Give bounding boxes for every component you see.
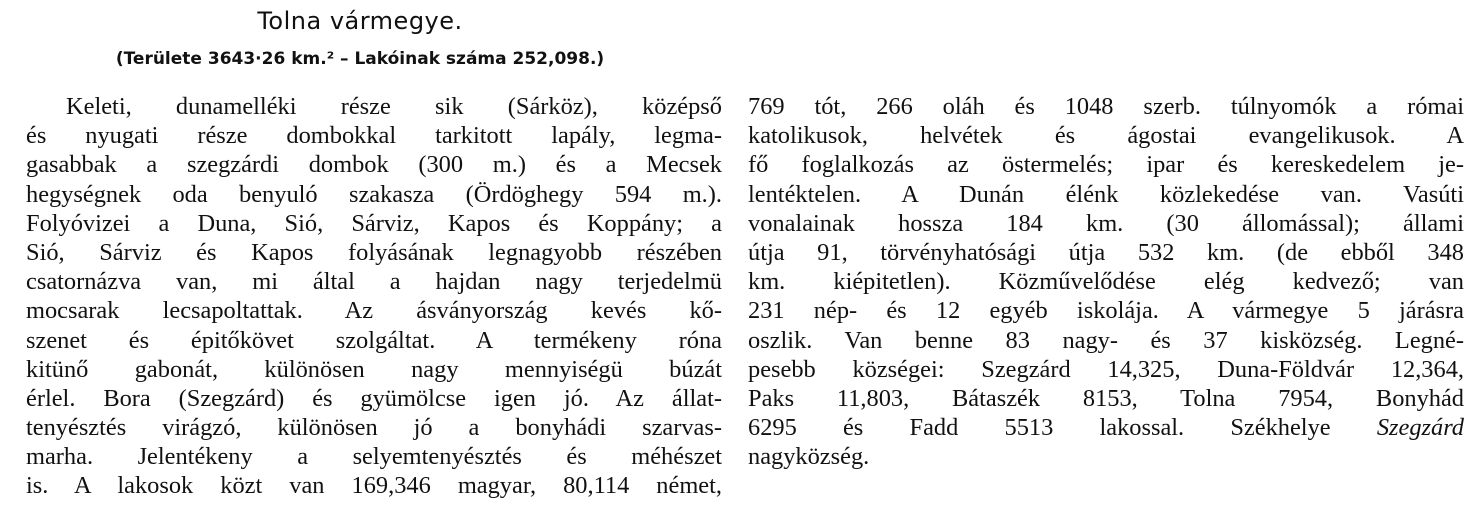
text-line: Paks 11,803, Bátaszék 8153, Tolna 7954, Bonyhád (748, 384, 1464, 412)
text-line-with-seat (748, 413, 1464, 442)
text-line: és nyugati része dombokkal tarkitott lapály, legma- (26, 122, 722, 150)
text-line: fő foglalkozás az östermelés; ipar és kereskedelem je- (748, 151, 1464, 179)
left-text-column (26, 92, 722, 501)
text-line: vonalainak hossza 184 km. (30 állomással); állami (748, 209, 1464, 237)
text-line: katolikusok, helvétek és ágostai evangelikusok. A (748, 122, 1464, 150)
text-fragment: 6295 és Fadd 5513 lakossal. Székhelye (748, 414, 1331, 442)
text-line: marha. Jelentékeny a selyemtenyésztés és méhészet (26, 443, 722, 471)
text-line: kitünő gabonát, különösen nagy mennyiségü búzát (26, 355, 722, 383)
text-line: útja 91, törvényhatósági útja 532 km. (de ebből 348 (748, 238, 1464, 266)
text-line: pesebb községei: Szegzárd 14,325, Duna-Földvár 12,364, (748, 355, 1464, 383)
text-line: lentéktelen. A Dunán élénk közlekedése van. Vasúti (748, 180, 1464, 208)
text-line: is. A lakosok közt van 169,346 magyar, 80,114 német, (26, 472, 722, 500)
article-header (0, 0, 720, 80)
text-line: mocsarak lecsapoltattak. Az ásványország kevés kő- (26, 297, 722, 325)
text-line: Sió, Sárviz és Kapos folyásának legnagyobb részében (26, 238, 722, 266)
text-line: szenet és épitőkövet szolgáltat. A termékeny róna (26, 326, 722, 354)
text-line: 769 tót, 266 oláh és 1048 szerb. túlnyomók a római (748, 93, 1464, 120)
text-line: oszlik. Van benne 83 nagy- és 37 kisközség. Legné- (748, 326, 1464, 354)
text-line: 231 nép- és 12 egyéb iskolája. A vármegye 5 járásra (748, 297, 1464, 325)
text-line: tenyésztés virágzó, különösen jó a bonyhádi szarvas- (26, 414, 722, 442)
text-line: érlel. Bora (Szegzárd) és gyümölcse igen jó. Az állat- (26, 384, 722, 412)
seat-name: Szegzárd (1376, 414, 1464, 442)
right-text-column (748, 92, 1464, 471)
text-line: csatornázva van, mi által a hajdan nagy terjedelmü (26, 268, 722, 296)
text-line: Folyóvizei a Duna, Sió, Sárviz, Kapos és Koppány; a (26, 209, 722, 237)
page-subtitle: (Területe 3643·26 km.² – Lakóinak száma 252,098.) (115, 49, 605, 69)
page-title: Tolna vármegye. (257, 7, 463, 35)
text-line: hegységnek oda benyuló szakasza (Ördöghegy 594 m.). (26, 180, 722, 208)
text-line: nagyközség. (748, 443, 870, 471)
text-line: km. kiépitetlen). Közművelődése elég kedvező; van (748, 268, 1464, 296)
text-line: Keleti, dunamelléki része sik (Sárköz), középső (66, 93, 722, 120)
text-line: gasabbak a szegzárdi dombok (300 m.) és a Mecsek (26, 151, 722, 179)
